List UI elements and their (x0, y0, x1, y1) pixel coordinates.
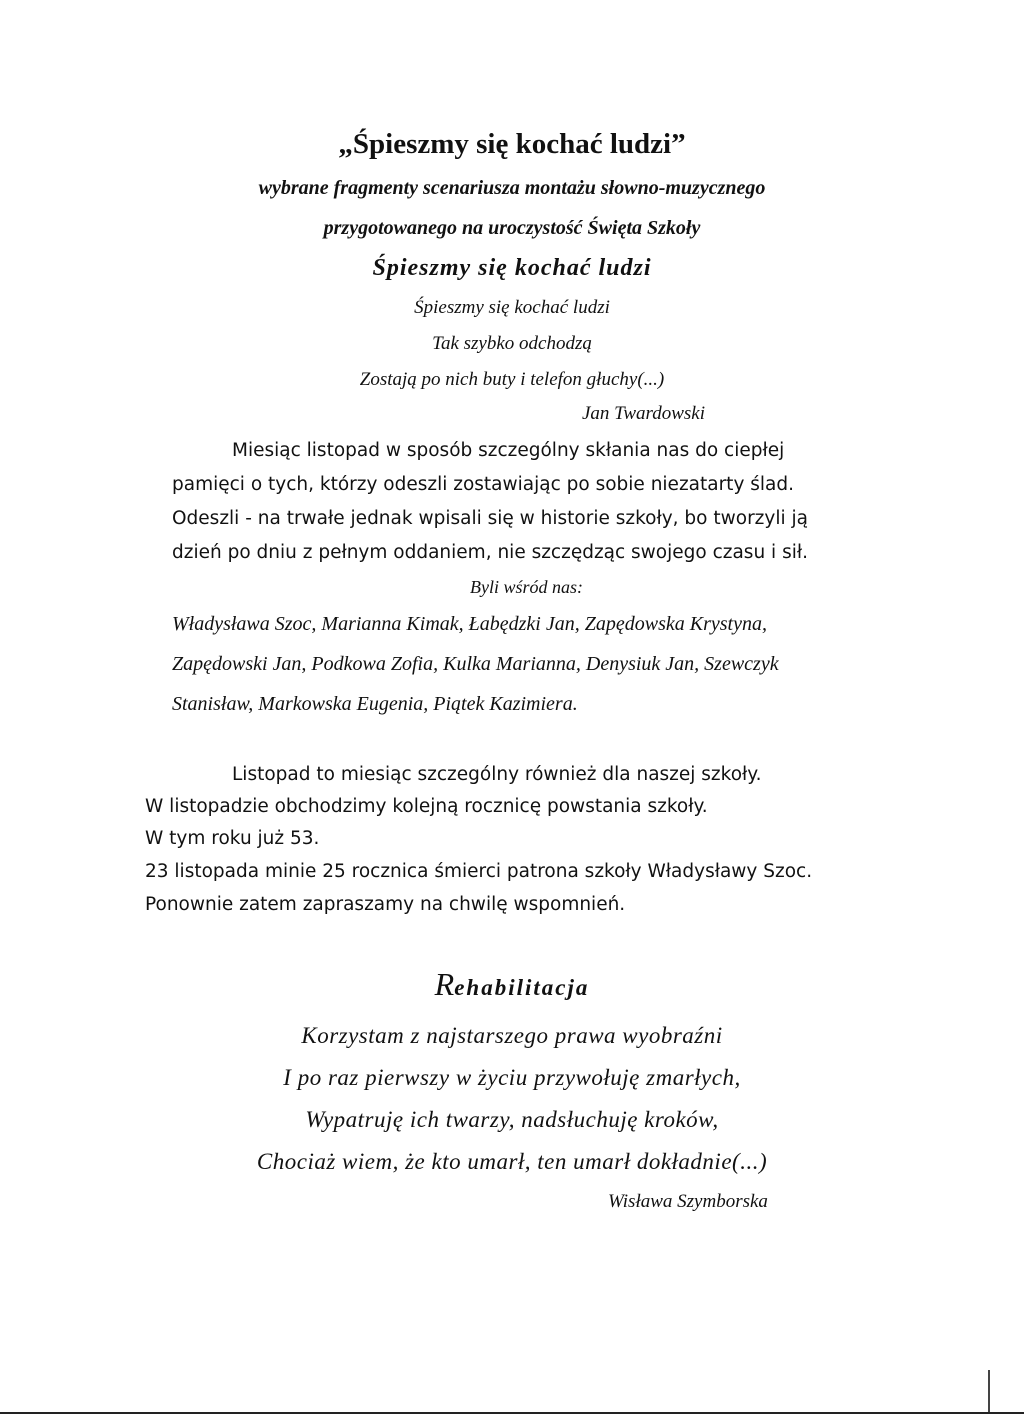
poem-2-line-3: Wypatruję ich twarzy, nadsłuchuję kroków, (305, 1107, 719, 1132)
document-title: „Śpieszmy się kochać ludzi” (338, 128, 686, 160)
poem-1-line-3: Zostają po nich buty i telefon głuchy(...) (359, 369, 665, 390)
paragraph-2-line-2: W listopadzie obchodzimy kolejną rocznicę powstania szkoły. (145, 796, 708, 817)
poem-2-line-1: Korzystam z najstarszego prawa wyobraźni (301, 1023, 723, 1048)
poem-1-line-2: Tak szybko odchodzą (432, 333, 592, 354)
poem-2-line-4: Chociaż wiem, że kto umarł, ten umarł dokładnie(...) (256, 1149, 768, 1174)
paragraph-1-line-2: pamięci o tych, którzy odeszli zostawiając po sobie niezatarty ślad. (172, 474, 795, 495)
scan-edge-bottom (0, 1412, 1024, 1414)
byli-label: Byli wśród nas: (470, 577, 584, 597)
poem-1-line-1: Śpieszmy się kochać ludzi (414, 297, 610, 318)
paragraph-2-line-3: W tym roku już 53. (145, 828, 320, 849)
subtitle-line-2: przygotowanego na uroczystość Święta Szkoły (323, 217, 701, 239)
paragraph-2-line-4: 23 listopada minie 25 rocznica śmierci patrona szkoły Władysławy Szoc. (145, 861, 813, 882)
names-line-3: Stanisław, Markowska Eugenia, Piątek Kazimiera. (172, 693, 578, 715)
rehabilitacja-title-initial: R (434, 966, 455, 1002)
subtitle-line-1: wybrane fragmenty scenariusza montażu słowno-muzycznego (258, 177, 766, 199)
names-line-1: Władysława Szoc, Marianna Kimak, Łabędzki Jan, Zapędowska Krystyna, (172, 613, 767, 635)
paragraph-2-line-5: Ponownie zatem zapraszamy na chwilę wspomnień. (145, 894, 626, 915)
poem-2-author: Wisława Szymborska (608, 1191, 768, 1212)
poem-1-author: Jan Twardowski (582, 403, 705, 424)
paragraph-1-line-1: Miesiąc listopad w sposób szczególny skłania nas do ciepłej (232, 440, 785, 461)
paragraph-2-line-1: Listopad to miesiąc szczególny również dla naszej szkoły. (232, 764, 762, 785)
paragraph-1-line-3: Odeszli - na trwałe jednak wpisali się w historie szkoły, bo tworzyli ją (172, 508, 808, 529)
names-line-2: Zapędowski Jan, Podkowa Zofia, Kulka Marianna, Denysiuk Jan, Szewczyk (172, 653, 779, 675)
poem-2-line-2: I po raz pierwszy w życiu przywołuję zmarłych, (283, 1065, 741, 1090)
rehabilitacja-title (0, 968, 1024, 1000)
rehabilitacja-title-rest: ehabilitacja (454, 975, 590, 1000)
paragraph-1-line-4: dzień po dniu z pełnym oddaniem, nie szczędząc swojego czasu i sił. (172, 542, 808, 563)
subtitle-line-3: Śpieszmy się kochać ludzi (372, 255, 652, 281)
scan-edge-right (988, 1370, 990, 1412)
